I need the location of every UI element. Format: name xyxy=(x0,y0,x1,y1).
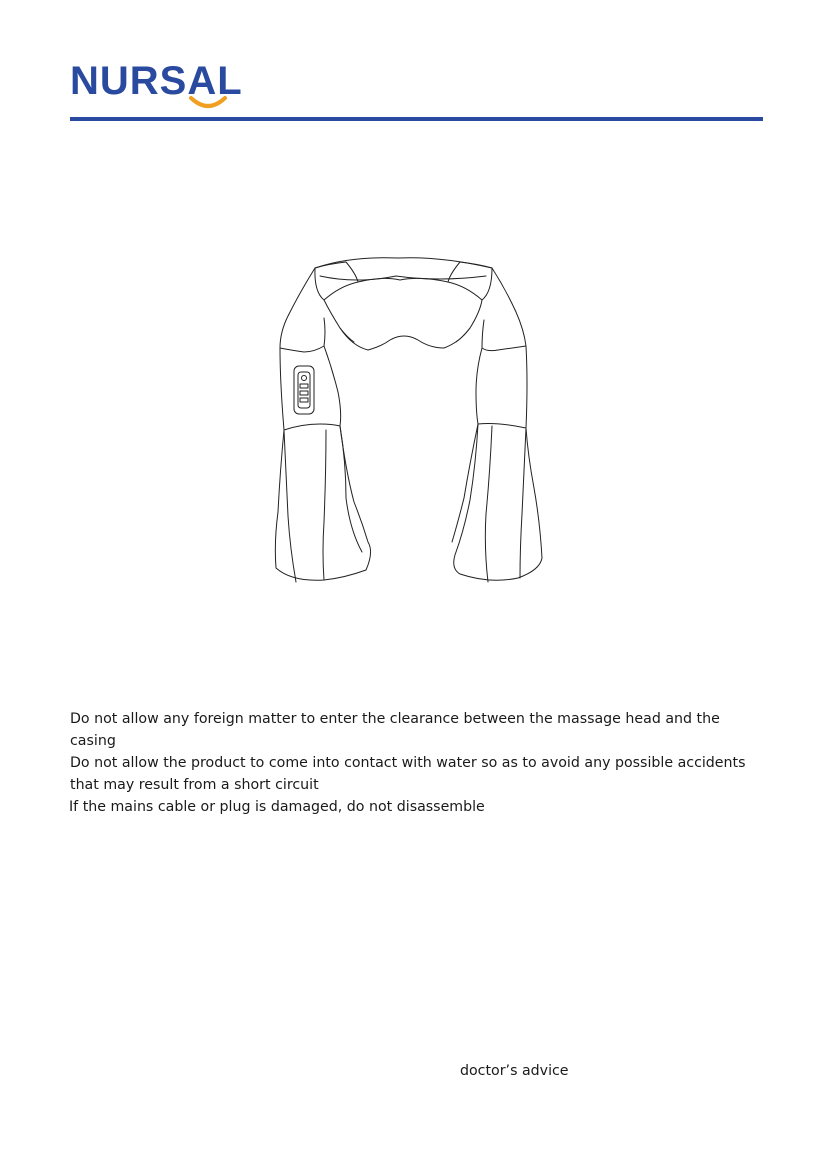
smile-icon xyxy=(188,94,228,114)
warning-item: Do not allow the product to come into contact with water so as to avoid any possible accidents that may result from a short circuit xyxy=(70,755,746,793)
safety-warnings-list xyxy=(70,708,770,818)
warning-item: Do not allow any foreign matter to enter the clearance between the massage head and the casing xyxy=(70,711,720,749)
footer-note: doctor’s advice xyxy=(460,1063,569,1079)
warning-item: If the mains cable or plug is damaged, do not disassemble xyxy=(69,799,485,815)
neck-massager-illustration xyxy=(270,252,550,592)
brand-logo-text: NURSAL xyxy=(70,59,243,103)
brand-logo xyxy=(70,58,250,114)
header-divider xyxy=(70,117,763,121)
